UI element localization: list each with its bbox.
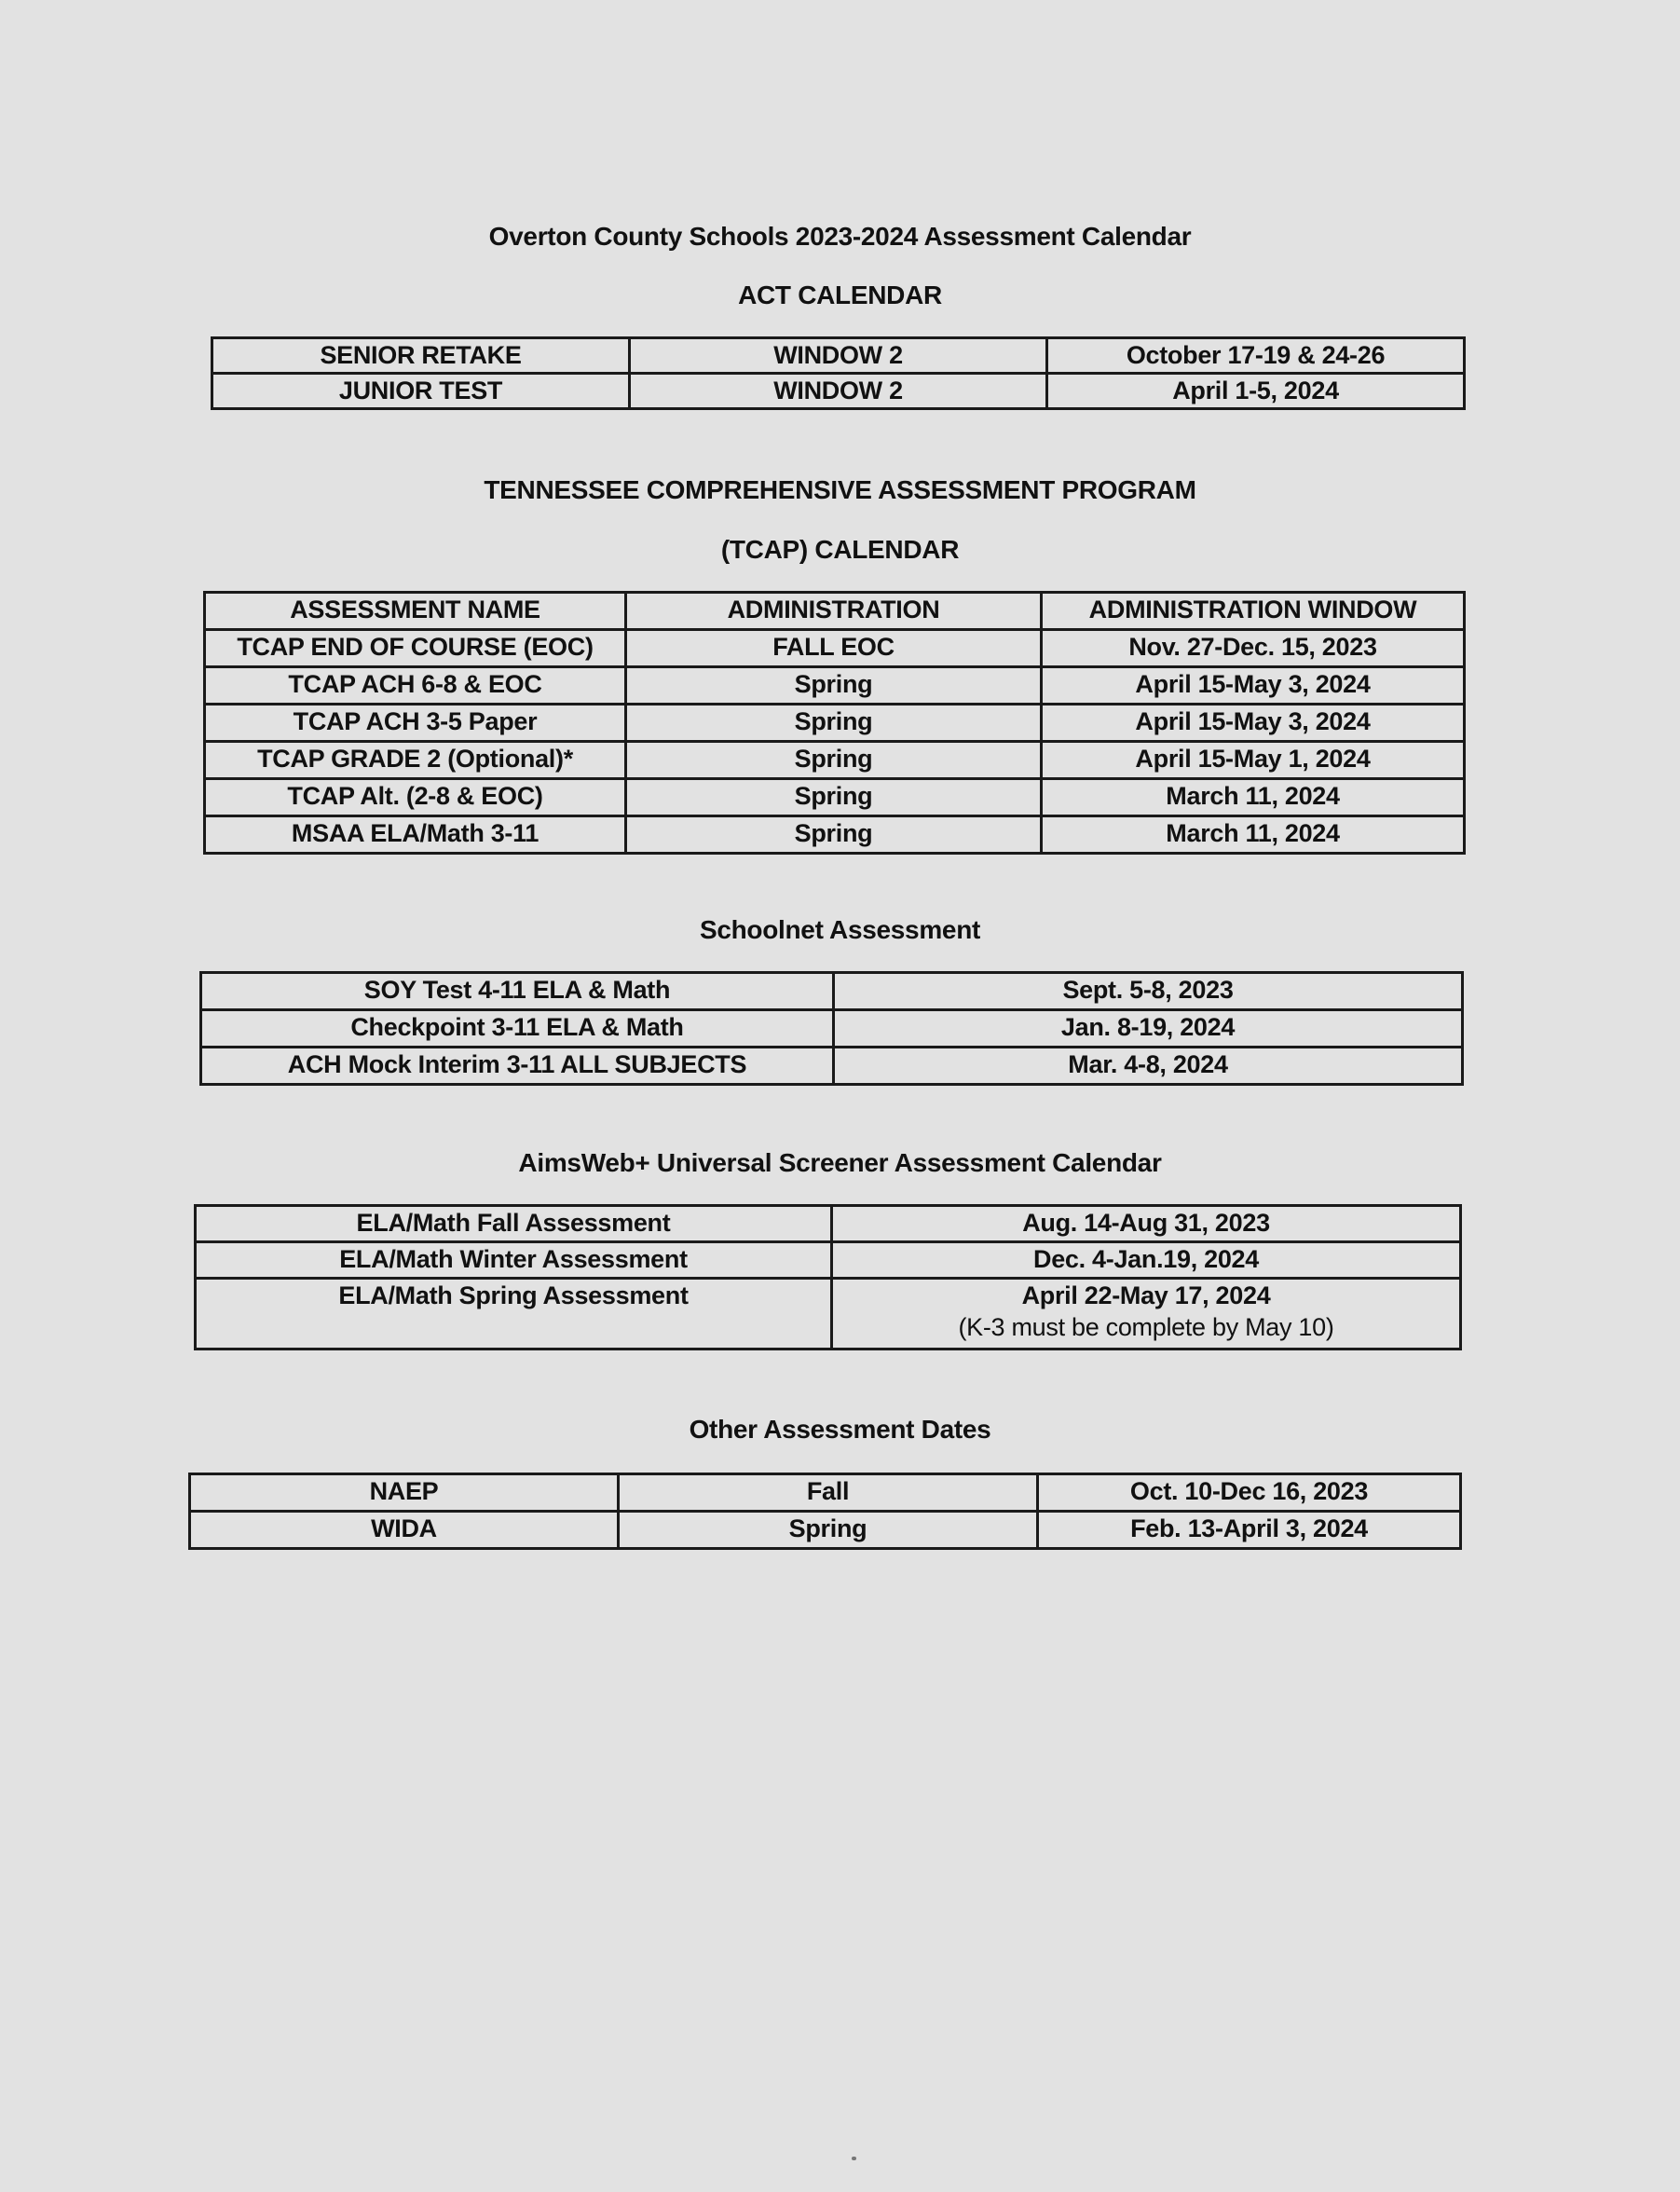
table-row: [190, 1512, 1461, 1549]
table-cell: April 15-May 3, 2024: [1042, 705, 1465, 742]
table-cell: JUNIOR TEST: [212, 374, 630, 409]
table-cell: WINDOW 2: [630, 374, 1047, 409]
table-cell: Fall: [619, 1474, 1038, 1512]
table-row: [205, 816, 1465, 854]
page-speck: [852, 2157, 856, 2160]
act-table: [211, 336, 1466, 410]
table-cell: Checkpoint 3-11 ELA & Math: [201, 1010, 834, 1048]
table-row: [205, 742, 1465, 779]
table-cell: Spring: [626, 667, 1042, 705]
table-cell: March 11, 2024: [1042, 816, 1465, 854]
table-cell: WINDOW 2: [630, 338, 1047, 374]
table-cell: TCAP GRADE 2 (Optional)*: [205, 742, 626, 779]
table-row: [212, 374, 1465, 409]
table-cell: March 11, 2024: [1042, 779, 1465, 816]
table-row: [201, 1048, 1463, 1085]
table-row: [190, 1474, 1461, 1512]
table-cell: Spring: [619, 1512, 1038, 1549]
table-cell: Spring: [626, 705, 1042, 742]
table-cell: April 15-May 3, 2024: [1042, 667, 1465, 705]
aimsweb-section-title: AimsWeb+ Universal Screener Assessment Calendar: [518, 1148, 1162, 1177]
table-cell: TCAP Alt. (2-8 & EOC): [205, 779, 626, 816]
table-cell: TCAP END OF COURSE (EOC): [205, 630, 626, 667]
table-row: [201, 1010, 1463, 1048]
table-cell: SOY Test 4-11 ELA & Math: [201, 973, 834, 1010]
table-cell: NAEP: [190, 1474, 619, 1512]
table-cell: Feb. 13-April 3, 2024: [1038, 1512, 1461, 1549]
page-title: Overton County Schools 2023-2024 Assessment Calendar: [488, 222, 1192, 251]
table-row: [201, 973, 1463, 1010]
table-cell: ELA/Math Spring Assessment: [196, 1279, 832, 1349]
table-row: [205, 667, 1465, 705]
table-cell: ACH Mock Interim 3-11 ALL SUBJECTS: [201, 1048, 834, 1085]
table-row: [205, 630, 1465, 667]
column-header: ADMINISTRATION: [626, 593, 1042, 630]
table-cell: Nov. 27-Dec. 15, 2023: [1042, 630, 1465, 667]
tcap-section-title-line2: (TCAP) CALENDAR: [720, 535, 960, 564]
table-cell: TCAP ACH 3-5 Paper: [205, 705, 626, 742]
schoolnet-table: [199, 971, 1464, 1086]
table-cell: Spring: [626, 742, 1042, 779]
table-cell: Spring: [626, 779, 1042, 816]
table-cell: Sept. 5-8, 2023: [834, 973, 1463, 1010]
table-cell: Jan. 8-19, 2024: [834, 1010, 1463, 1048]
table-cell: Aug. 14-Aug 31, 2023: [832, 1206, 1461, 1242]
table-row: [196, 1206, 1461, 1242]
act-section-title: ACT CALENDAR: [738, 281, 942, 309]
table-cell: Dec. 4-Jan.19, 2024: [832, 1242, 1461, 1279]
table-cell: FALL EOC: [626, 630, 1042, 667]
table-row: [205, 705, 1465, 742]
table-row: [212, 338, 1465, 374]
table-cell: Spring: [626, 816, 1042, 854]
table-cell: Oct. 10-Dec 16, 2023: [1038, 1474, 1461, 1512]
table-header-row: [205, 593, 1465, 630]
table-row: [205, 779, 1465, 816]
aimsweb-table: [194, 1204, 1462, 1350]
tcap-section-title-line1: TENNESSEE COMPREHENSIVE ASSESSMENT PROGRAM: [484, 475, 1196, 504]
table-cell: ELA/Math Winter Assessment: [196, 1242, 832, 1279]
table-cell: SENIOR RETAKE: [212, 338, 630, 374]
table-row: [196, 1242, 1461, 1279]
table-cell: TCAP ACH 6-8 & EOC: [205, 667, 626, 705]
table-cell: ELA/Math Fall Assessment: [196, 1206, 832, 1242]
table-cell: MSAA ELA/Math 3-11: [205, 816, 626, 854]
table-cell: April 1-5, 2024: [1047, 374, 1465, 409]
table-cell: October 17-19 & 24-26: [1047, 338, 1465, 374]
spring-window-note: (K-3 must be complete by May 10): [958, 1313, 1334, 1341]
schoolnet-section-title: Schoolnet Assessment: [699, 915, 981, 944]
table-cell: WIDA: [190, 1512, 619, 1549]
table-cell: April 15-May 1, 2024: [1042, 742, 1465, 779]
table-cell: [832, 1279, 1461, 1349]
table-cell: Mar. 4-8, 2024: [834, 1048, 1463, 1085]
tcap-table: [203, 591, 1466, 855]
spring-window-date: April 22-May 17, 2024: [1021, 1281, 1271, 1309]
column-header: ADMINISTRATION WINDOW: [1042, 593, 1465, 630]
column-header: ASSESSMENT NAME: [205, 593, 626, 630]
table-row: [196, 1279, 1461, 1349]
other-section-title: Other Assessment Dates: [689, 1415, 991, 1444]
other-table: [188, 1473, 1462, 1550]
